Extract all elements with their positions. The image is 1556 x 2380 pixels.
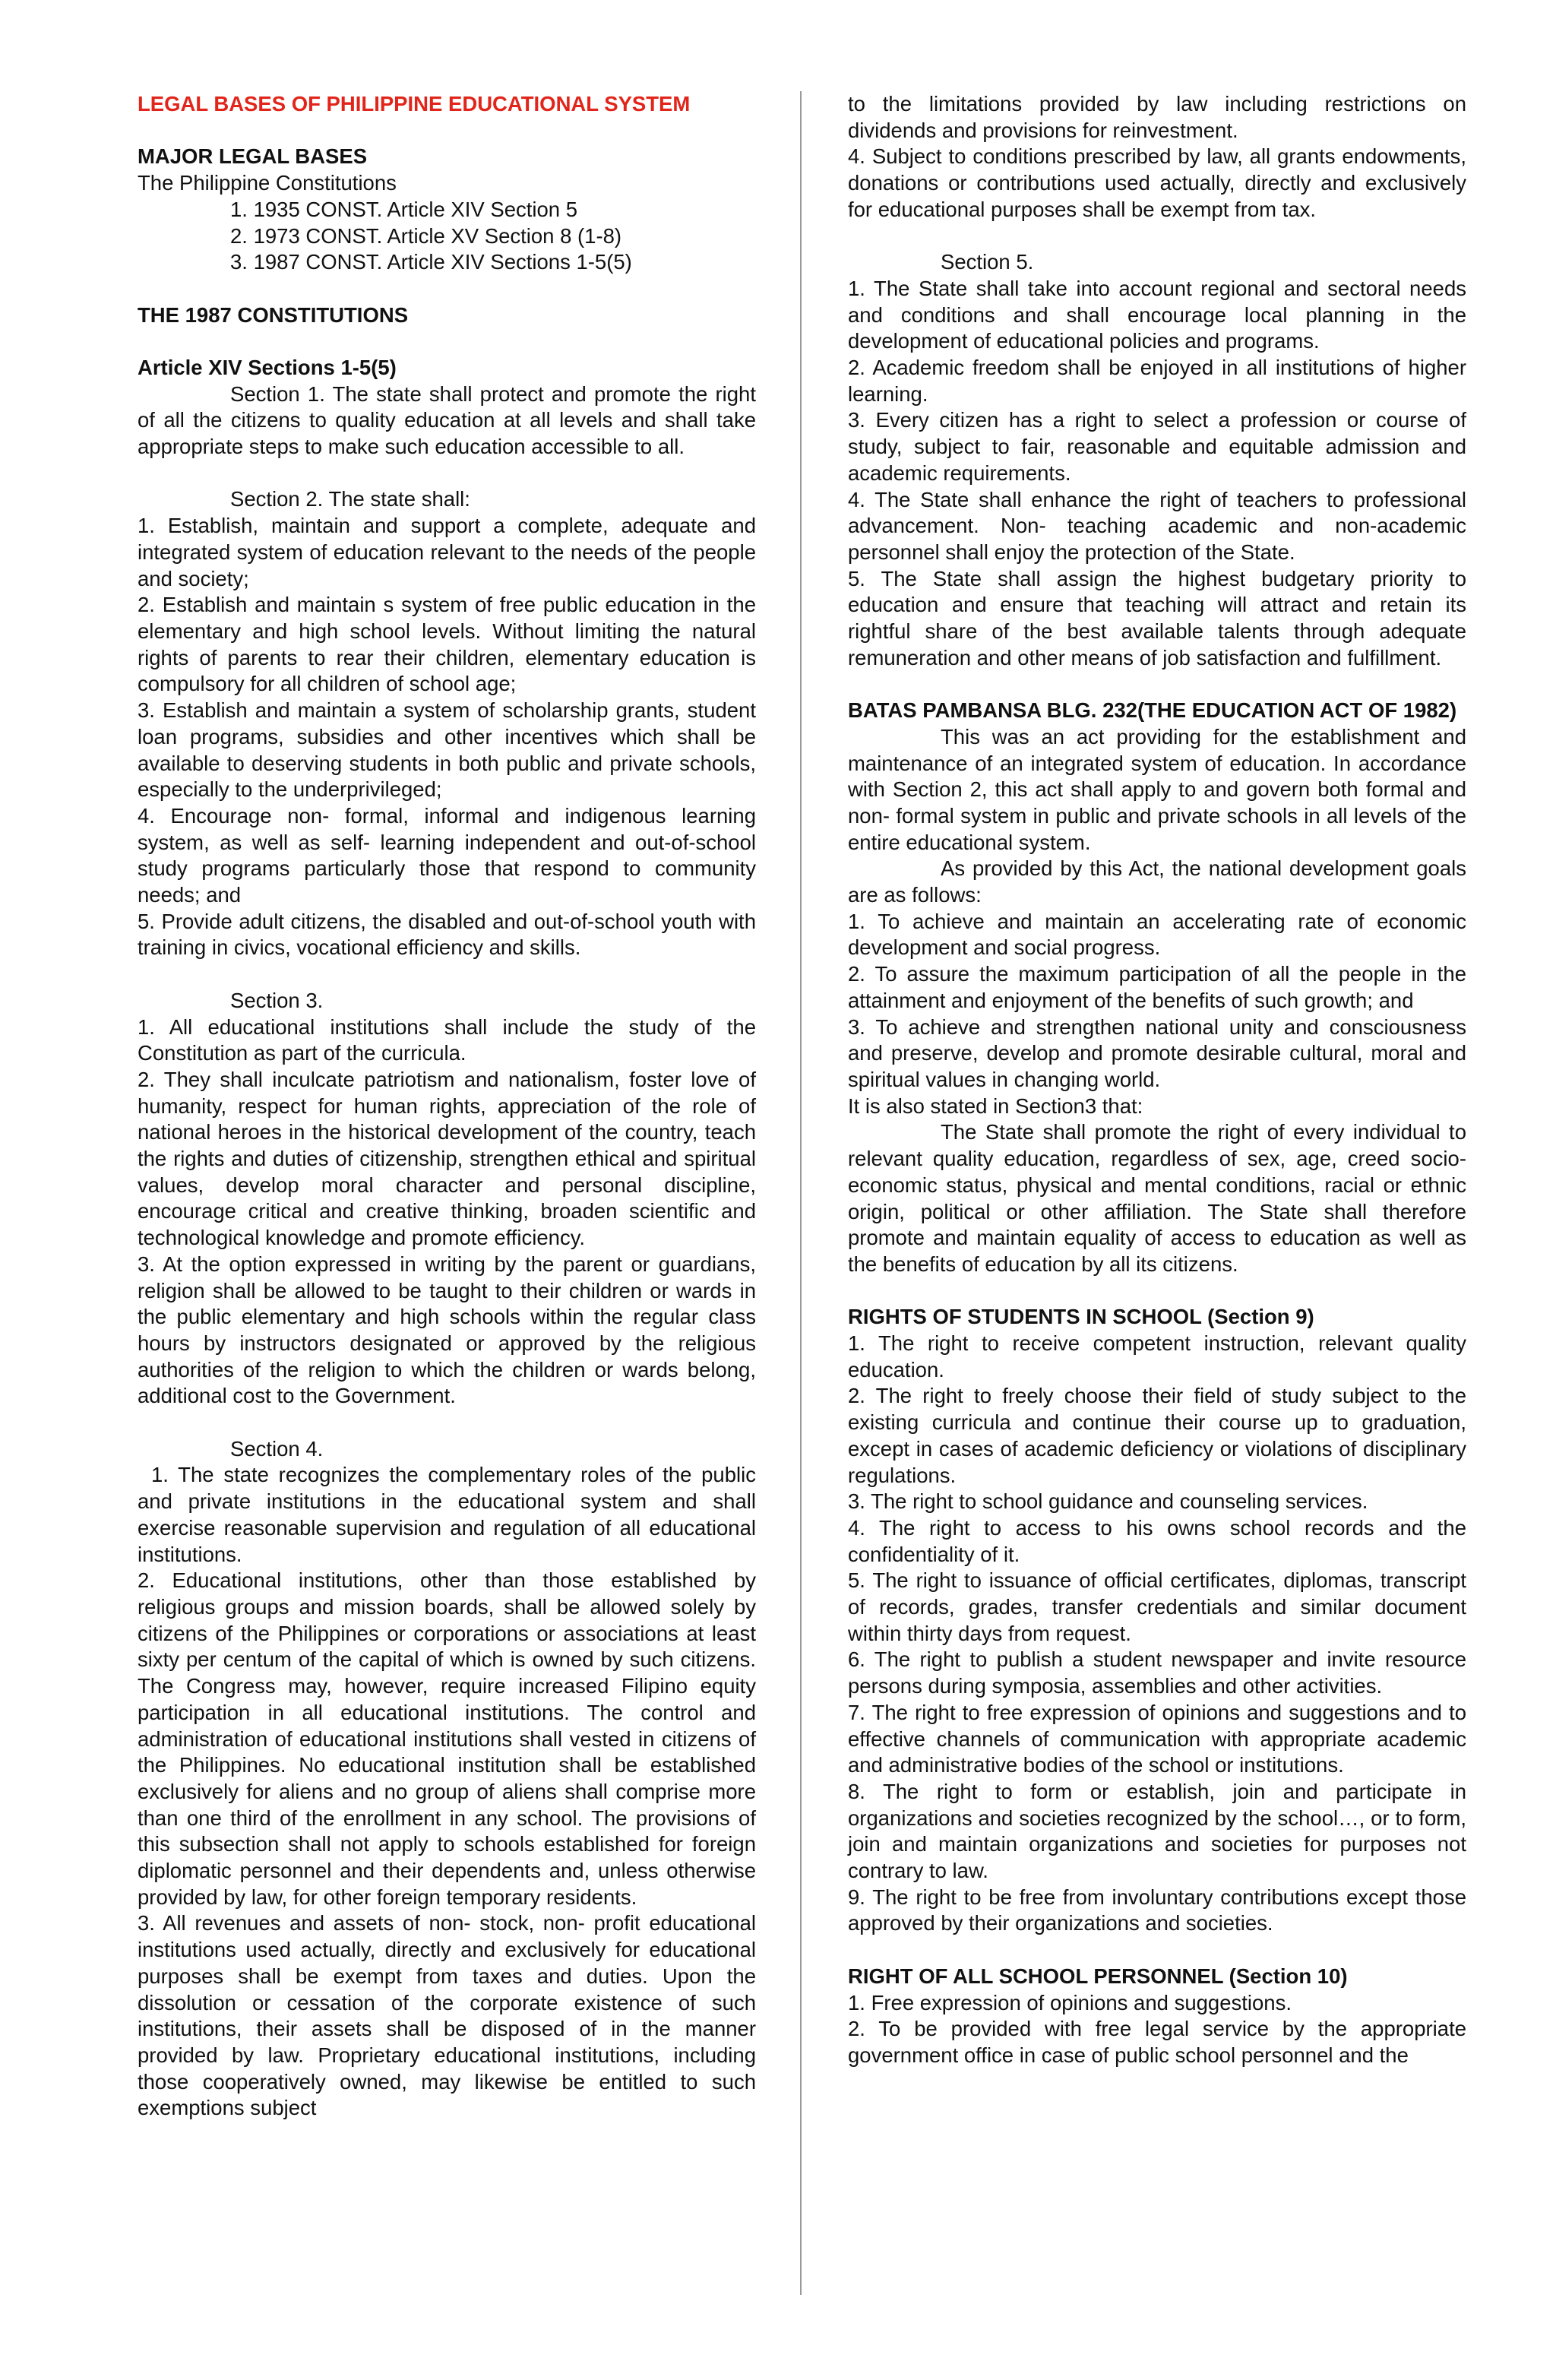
right-column — [848, 91, 1466, 2069]
constitution-item: 2. 1973 CONST. Article XV Section 8 (1-8) — [230, 223, 622, 248]
personnel-right-item: 1. Free expression of opinions and suggestions. — [848, 1990, 1292, 2014]
section-5-heading: Section 5. — [941, 250, 1034, 274]
rights-of-students-heading: RIGHTS OF STUDENTS IN SCHOOL (Section 9) — [848, 1305, 1314, 1329]
section-5-item: 5. The State shall assign the highest budgetary priority to education and ensure that teaching will attract and retain its rightful share of the best available talents through adequate remuneration and other means of job satisfaction and fulfillment. — [848, 566, 1466, 669]
section-5-item: 1. The State shall take into account regional and sectoral needs and conditions and shall encourage local planning in the development of educational policies and programs. — [848, 276, 1466, 353]
goal-item: 3. To achieve and strengthen national unity and consciousness and preserve, develop and promote desirable cultural, moral and spiritual values in changing world. — [848, 1014, 1466, 1091]
section-3-item: 3. At the option expressed in writing by the parent or guardians, religion shall be allowed to be taught to their children or wards in the public elementary and high schools within the regular class hours by instructors designated or approved by the religious authorities of the religion to which the children or wards belong, additional cost to the Government. — [138, 1252, 756, 1408]
section-4-item: 3. All revenues and assets of non- stock, non- profit educational institutions used actually, directly and exclusively for educational purposes shall be exempt from taxes and duties. Upon the dissolution or cessation of the corporate existence of such institutions, their assets shall be disposed of in the manner provided by law. Proprietary educational institutions, including those cooperatively owned, may likewise be entitled to such exemptions subject — [138, 1911, 756, 2120]
bp-paragraph: As provided by this Act, the national development goals are as follows: — [848, 856, 1466, 907]
section-3-heading: Section 3. — [230, 988, 324, 1012]
document-title: LEGAL BASES OF PHILIPPINE EDUCATIONAL SYSTEM — [138, 92, 691, 116]
student-right-item: 6. The right to publish a student newspaper and invite resource persons during symposia, assemblies and other activities. — [848, 1647, 1466, 1698]
continuation-paragraph: to the limitations provided by law including restrictions on dividends and provisions for reinvestment. — [848, 92, 1466, 142]
section-2-item: 2. Establish and maintain s system of free public education in the elementary and high school levels. Without limiting the natural rights of parents to rear their children, elementary education is compulsory for all children of school age; — [138, 593, 756, 696]
section-4-item: 2. Educational institutions, other than those established by religious groups and mission boards, shall be allowed solely by citizens of the Philippines or corporations or associations at least sixty per centum of the capital of which is owned by such citizens. The Congress may, however, require increased Filipino equity participation in all educational institutions. The control and administration of educational institutions shall vested in citizens of the Philippines. No educational institution shall be established exclusively for aliens and no group of aliens shall comprise more than one third of the enrollment in any school. The provisions of this subsection shall not apply to schools established for foreign diplomatic personnel and their dependents and, unless otherwise provided by law, for other foreign temporary residents. — [138, 1568, 756, 1909]
section-4-heading: Section 4. — [230, 1436, 324, 1461]
section-5-item: 3. Every citizen has a right to select a profession or course of study, subject to fair, reasonable and equitable admission and academic requirements. — [848, 408, 1466, 485]
student-right-item: 8. The right to form or establish, join and participate in organizations and societies recognized by the school…, or to form, join and maintain organizations and societies for purposes not contrary to law. — [848, 1779, 1466, 1883]
student-right-item: 2. The right to freely choose their field of study subject to the existing curricula and continue their course up to graduation, except in cases of academic deficiency or violations of disciplinary regulations. — [848, 1384, 1466, 1487]
section-5-item: 4. The State shall enhance the right of teachers to professional advancement. Non- teaching academic and non-academic personnel shall enjoy the protection of the State. — [848, 487, 1466, 564]
goal-item: 2. To assure the maximum participation of all the people in the attainment and enjoyment of the benefits of such growth; and — [848, 962, 1466, 1012]
batas-pambansa-heading: BATAS PAMBANSA BLG. 232(THE EDUCATION ACT OF 1982) — [848, 698, 1457, 723]
section-2-item: 1. Establish, maintain and support a complete, adequate and integrated system of education relevant to the needs of the people and society; — [138, 514, 756, 590]
section-5-item: 2. Academic freedom shall be enjoyed in all institutions of higher learning. — [848, 356, 1466, 406]
goal-item: 1. To achieve and maintain an accelerating rate of economic development and social progress. — [848, 909, 1466, 960]
major-legal-bases-heading: MAJOR LEGAL BASES — [138, 144, 368, 169]
constitution-1987-heading: THE 1987 CONSTITUTIONS — [138, 302, 409, 327]
section-2-heading: Section 2. The state shall: — [230, 487, 470, 511]
bp-paragraph: This was an act providing for the establishment and maintenance of an integrated system of education. In accordance with Section 2, this act shall apply to and govern both formal and non- formal system in public and private schools in all levels of the entire educational system. — [848, 724, 1466, 854]
section-4-item: 1. The state recognizes the complementary roles of the public and private institutions in the educational system and shall exercise reasonable supervision and regulation of all educational institutions. — [138, 1463, 756, 1566]
section-2-item: 5. Provide adult citizens, the disabled and out-of-school youth with training in civics, vocational efficiency and skills. — [138, 909, 756, 960]
constitutions-label: The Philippine Constitutions — [138, 171, 397, 195]
rights-of-personnel-heading: RIGHT OF ALL SCHOOL PERSONNEL (Section 10) — [848, 1964, 1348, 1988]
student-right-item: 7. The right to free expression of opinions and suggestions and to effective channels of communication with appropriate academic and administrative bodies of the school or institutions. — [848, 1700, 1466, 1777]
student-right-item: 1. The right to receive competent instruction, relevant quality education. — [848, 1331, 1466, 1381]
section-3-paragraph: The State shall promote the right of every individual to relevant quality education, regardless of sex, age, creed socio- economic status, physical and mental conditions, racial or ethnic origin, political or other affiliation. The State shall therefore promote and maintain equality of access to education as well as the benefits of education by all its citizens. — [848, 1120, 1466, 1276]
student-right-item: 9. The right to be free from involuntary contributions except those approved by their organizations and societies. — [848, 1885, 1466, 1935]
section-3-item: 2. They shall inculcate patriotism and nationalism, foster love of humanity, respect for human rights, appreciation of the role of national heroes in the historical development of the country, teach the rights and duties of citizenship, strengthen ethical and spiritual values, develop moral character and personal discipline, encourage critical and creative thinking, broaden scientific and technological knowledge and promote efficiency. — [138, 1067, 756, 1250]
student-right-item: 5. The right to issuance of official certificates, diplomas, transcript of records, grades, transfer credentials and similar document within thirty days from request. — [848, 1568, 1466, 1645]
constitution-item: 3. 1987 CONST. Article XIV Sections 1-5(5) — [230, 250, 632, 274]
personnel-right-item: 2. To be provided with free legal service by the appropriate government office in case of public school personnel and the — [848, 2017, 1466, 2067]
section-2-item: 4. Encourage non- formal, informal and indigenous learning system, as well as self- learning independent and out-of-school study programs particularly those that respond to community needs; and — [138, 803, 756, 907]
student-right-item: 4. The right to access to his owns school records and the confidentiality of it. — [848, 1515, 1466, 1566]
section-4-item: 4. Subject to conditions prescribed by law, all grants endowments, donations or contributions used actually, directly and exclusively for educational purposes shall be exempt from tax. — [848, 144, 1466, 221]
section-2-item: 3. Establish and maintain a system of scholarship grants, student loan programs, subsidies and other incentives which shall be available to deserving students in both public and private schools, especially to the underprivileged; — [138, 698, 756, 802]
section-3-intro: It is also stated in Section3 that: — [848, 1093, 1143, 1118]
column-divider — [800, 91, 802, 2295]
left-column — [138, 91, 756, 2122]
student-right-item: 3. The right to school guidance and counseling services. — [848, 1489, 1368, 1514]
constitution-item: 1. 1935 CONST. Article XIV Section 5 — [230, 197, 578, 221]
section-1-paragraph: Section 1. The state shall protect and promote the right of all the citizens to quality education at all levels and shall take appropriate steps to make such education accessible to all. — [138, 381, 756, 459]
article-heading: Article XIV Sections 1-5(5) — [138, 355, 397, 379]
section-3-item: 1. All educational institutions shall include the study of the Constitution as part of the curricula. — [138, 1014, 756, 1065]
